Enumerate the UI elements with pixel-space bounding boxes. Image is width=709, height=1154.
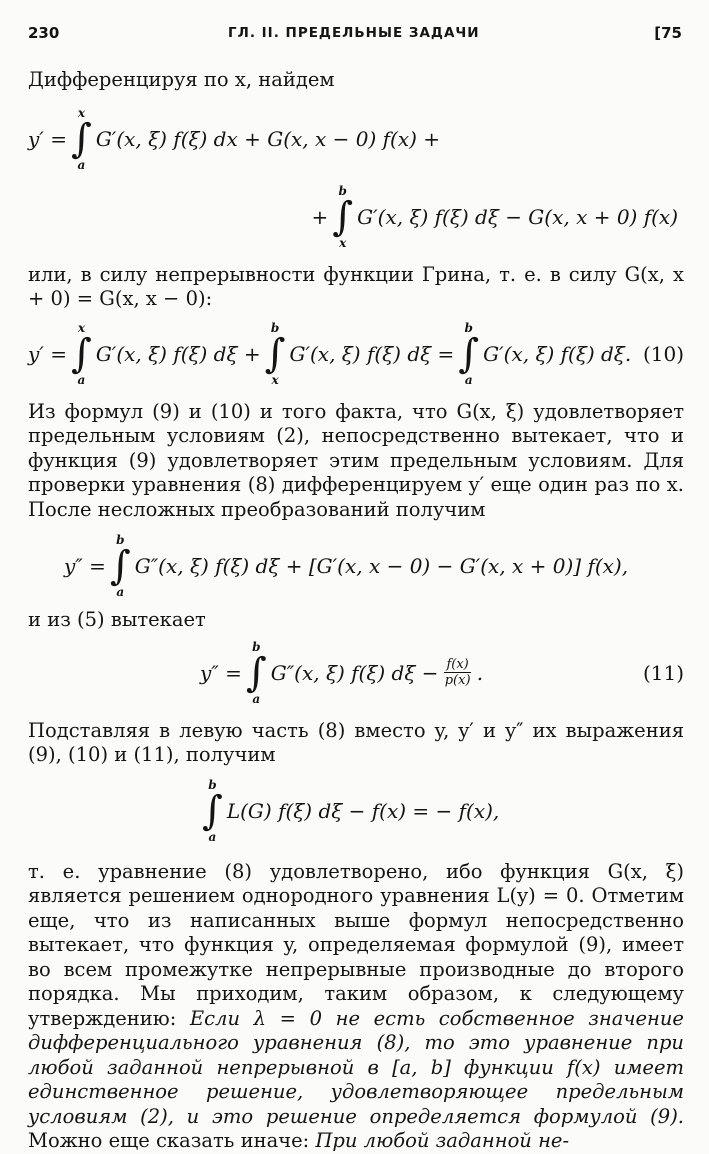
integral-sign: x ∫ a [70,105,92,172]
integral-sign: b ∫ a [202,777,223,844]
eq-body: G′(x, ξ) f(ξ) dx + G(x, x − 0) f(x) + [95,126,441,151]
integral-sign: b ∫ a [245,639,267,706]
equation-10 [28,316,684,392]
eq-lhs: y″ = [64,554,106,578]
lower-limit: a [252,691,261,706]
paragraph-6-continuation: Можно еще сказать иначе: [28,1129,316,1152]
eq-term: G′(x, ξ) f(ξ) dξ = [289,341,455,366]
integral-sign: b ∫ a [109,533,131,599]
paragraph-2: или, в силу непрерывности функции Грина, т. е. в силу G(x, x + 0) = G(x, x − 0): [28,262,684,310]
paragraph-6-text: т. е. уравнение (8) удовлетворено, ибо функция G(x, ξ) является решением однородного уравнения L(y) = 0. Отметим еще, что из написанных выше формул непосредственно вытекает, что функция y, определяемая формулой (9), имеет во всем промежутке непрерывные производные до второго порядка. Мы приходим, таким образом, к следующему утверждению: [28,859,684,1030]
equation-yprime-line1 [28,101,684,177]
book-page [28,20,684,1154]
page-number-left: 230 [28,24,60,42]
fraction-numerator: f(x) [446,657,469,672]
eq-prefix: + [311,204,329,229]
eq-body: G″(x, ξ) f(ξ) dξ + [G′(x, x − 0) − G′(x, x + 0)] f(x), [134,554,629,578]
upper-limit: x [77,105,85,120]
eq-body: L(G) f(ξ) dξ − f(x) = − f(x), [226,798,500,823]
integral-sign: b ∫ a [458,320,480,387]
eq-term: G′(x, ξ) f(ξ) dξ + [95,341,261,366]
equation-number: (11) [642,660,684,685]
paragraph-5: Подставляя в левую часть (8) вместо y, y′ и y″ их выражения (9), (10) и (11), получим [28,718,684,766]
paragraph-6 [28,860,684,1154]
eq-lhs: y′ = [28,341,67,366]
lower-limit: a [77,372,86,387]
lower-limit: a [464,372,473,387]
upper-limit: x [77,320,85,335]
fraction-denominator: p(x) [444,673,471,688]
eq-body: G′(x, ξ) f(ξ) dξ − G(x, x + 0) f(x) [357,204,678,229]
eq-body: G″(x, ξ) f(ξ) dξ − [270,660,439,685]
equation-number: (10) [642,341,684,366]
theorem-statement: Если λ = 0 не есть собственное значение дифференциального уравнения (8), то это уравнение при любой заданной непрерывной в [a, b] функции f(x) имеет единственное решение, удовлетворяющее предельным условиям (2), и это решение определяется формулой (9). [28,1006,684,1128]
paragraph-1: Дифференцируя по x, найдем [28,68,335,91]
upper-limit: b [208,777,217,792]
equation-ypp [28,526,684,606]
upper-limit: b [270,320,280,335]
eq-lhs: y′ = [28,126,67,151]
equation-yprime-line2 [28,177,684,257]
lower-limit: x [271,372,279,387]
upper-limit: b [338,183,347,198]
eq-end: . [476,660,484,685]
lower-limit: a [77,157,86,172]
fraction [444,657,470,688]
eq-lhs: y″ = [200,660,242,685]
lower-limit: a [116,585,125,599]
theorem-continuation: При любой заданной не- [315,1129,570,1152]
lower-limit: x [339,235,347,250]
paragraph-4: и из (5) вытекает [28,608,206,631]
lower-limit: a [208,829,217,844]
page-number-right: [75 [654,24,682,42]
paragraph-3: Из формул (9) и (10) и того факта, что G(x, ξ) удовлетворяет предельным условиям (2), непосредственно вытекает, что и функция (9) удовлетворяет этим предельным условиям. Для проверки уравнения (8) дифференцируем y′ еще один раз по x. После несложных преобразований получим [28,399,684,521]
upper-limit: b [464,320,473,335]
upper-limit: b [116,533,125,547]
integral-sign: b ∫ x [332,183,354,250]
eq-term: G′(x, ξ) f(ξ) dξ. [483,341,632,366]
upper-limit: b [252,639,261,654]
integral-sign: b ∫ x [264,320,286,387]
page-header [28,20,684,56]
integral-sign: x ∫ a [70,320,92,387]
running-title: ГЛ. II. ПРЕДЕЛЬНЫЕ ЗАДАЧИ [228,25,480,41]
equation-11 [28,633,684,713]
equation-LG [28,772,684,850]
